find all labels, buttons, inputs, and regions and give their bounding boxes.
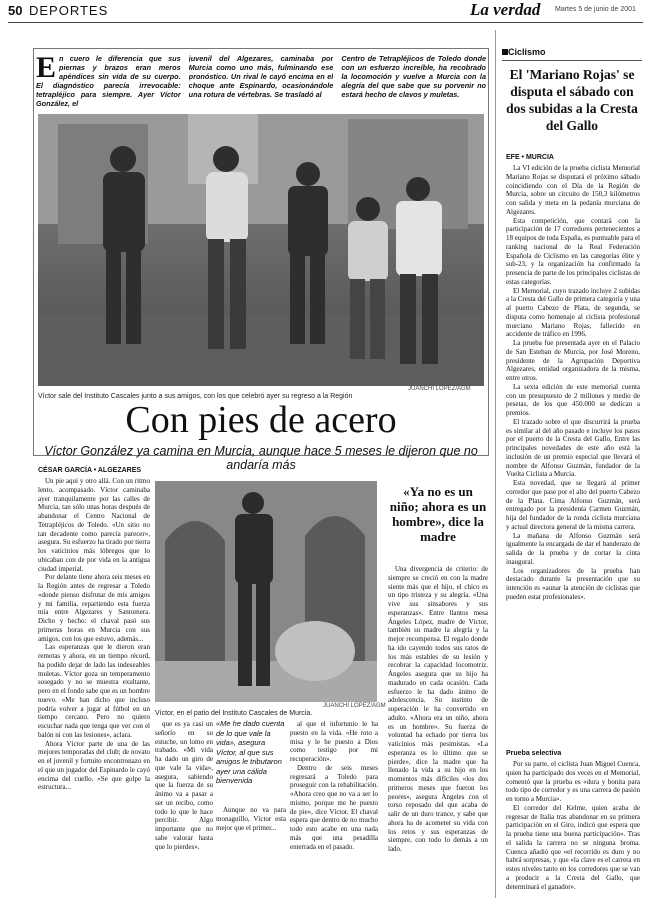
photo2-credit: JUANCHI LÓPEZ/AGM bbox=[323, 703, 386, 709]
sidebar-divider bbox=[502, 60, 642, 61]
pull-headline: «Ya no es un niño; ahora es un hombre», dice la madre bbox=[389, 484, 487, 544]
article-col-3: al que el infortunio le ha puesto en la vida. «He roto a misa y le he puesto a Dios como testigo por mi recuperación». Dentro de seis meses regresará a Toledo para proseguir con la rehabilitación. «Ahora creo que no va a ser lo mismo, porque me he puesto de pie», dice Víctor. El chaval espera que dentro de no mucho todo esto acabe en una nada más que una pesadilla enterrada en el pasado. bbox=[290, 720, 378, 851]
byline: CÉSAR GARCÍA • ALGEZARES bbox=[38, 467, 142, 474]
photo2-caption: Víctor, en el patio del Instituto Cascales de Murcia. bbox=[155, 710, 313, 717]
newspaper-logo: La verdad bbox=[470, 0, 541, 19]
sidebar-section: Ciclismo bbox=[508, 47, 546, 57]
drop-cap: E bbox=[36, 54, 57, 84]
sidebar-body-2: Por su parte, el ciclista Juan Miguel Cuenca, quien ha participado dos veces en el Memorial, comentó que la prueba es «dura y bonita para todo tipo de corredor y es una carrera de pasión en torno a Murcia». El corredor del Kelme, quien acaba de regresar de Italia tras abandonar en su primera participación en el Giro, indicó que espera que la prueba tiene una buena participación». Tras el salida la carrera no se ninguna broma. Cuenca añadió que «el recorrido es duro y no habrá sorpresas, y que «la clave es el carrera en estos niveles tanto en los corredores que se van a producir a la Cresta del Gallo, que determinará el ganador». bbox=[506, 760, 640, 891]
lead-intro bbox=[36, 54, 486, 109]
sidebar-byline: EFE • MURCIA bbox=[506, 154, 554, 161]
pull-quote: «Me he dado cuenta de lo que vale la vida», asegura Víctor, al que sus amigos le tributaron ayer una cálida bienvenida bbox=[216, 719, 285, 785]
column-divider bbox=[495, 30, 496, 898]
lead-col-1: En cuero le diferencia que sus piernas y brazos eran meros apéndices sin vida de su cuerpo. El diagnóstico parecía irrevocable: tetrapléjico para siempre. Ayer Víctor González, el bbox=[36, 54, 181, 108]
article-col-1: Un pie aquí y otro allá. Con un ritmo lento, acompasado. Víctor caminaba ayer tranquilamente por las calles de Murcia, tan sólo unas horas después de abandonar el Centro Nacional de Tetrapléjicos de Toledo. «Un sitio no tan decadente como parecía parecer», asegura. Su esfuerzo ha tirado por tierra los vaticinios más lóbregos que lo ubicaban con de por vida en la antigua ciudad imperial. Por delante tiene ahora seis meses en la Región antes de regresar a Toledo «donde pienso disfrutar de mis amigos y mi familia, repartiendo esta fuerza mía entre Algezares y Santomera. Dicho y hecho: el chaval pasó sus primeras horas en Murcia con sus amigos, con los que estuvo, además... Las esperanzas que le dieron eran remotas y ahora, en un tiempo récord, ha podido dejar de lado las indeseables muletas. Víctor goza un temperamento sosegado y no se muestra exultante, pero en el fondo sabe que es un hombre nuevo. «Me han dicho que incluso podría volver a jugar al fútbol en un tiempo cercano. Pero no quiero escuchar nada que tenga que ver con el balón ni con las lesiones», aclara. Ahora Víctor parte de una de las mejores temporadas del club; de novato en el juvenil y fortuito encontronazo en el que un jugador del Espinardo le cayó encima del cuello. «Se que golpe la estructura... bbox=[38, 477, 150, 792]
page-number: 50 bbox=[8, 3, 23, 18]
lead-col-3: Centro de Tetrapléjicos de Toledo donde con un esfuerzo increíble, ha recobrado la locomoción y vuelve a Murcia con la alegría del que sabe que su porvenir no estará hecho de clavos y muletas. bbox=[341, 54, 487, 99]
portrait-photo bbox=[155, 481, 377, 702]
group-photo bbox=[38, 114, 484, 386]
lead-col-2: juvenil del Algezares, caminaba por Murcia como uno más, fulminando ese pronóstico. Un rival le cayó encima en el choque ante Espinardo, ocasionándole una rotura de vértebras. Se trasladó al bbox=[188, 54, 334, 99]
subheadline: Víctor González ya camina en Murcia, aunque hace 5 meses le dijeron que no andaría más bbox=[44, 444, 478, 472]
section-name: DEPORTES bbox=[29, 3, 109, 18]
header-divider bbox=[8, 22, 643, 23]
sidebar-headline: El 'Mariano Rojas' se disputa el sábado con dos subidas a la Cresta del Gallo bbox=[506, 67, 638, 133]
issue-date: Martes 5 de junio de 2001 bbox=[555, 6, 636, 13]
photo1-caption: Víctor sale del Instituto Cascales junto a sus amigos, con los que celebró ayer su regreso a la Región bbox=[38, 393, 353, 400]
article-col-2b: Aunque no va para monaguillo, Víctor esta mejor que el primer... bbox=[216, 806, 286, 832]
sidebar-body: La VI edición de la prueba ciclista Memorial Mariano Rojas se disputará el próximo sábado coincidiendo con el Día de la Región de Murcia, sobre un circuito de 150,3 kilómetros con salida y meta en la pedanía murciana de Algezares. Esta competición, que contará con la participación de 17 corredores pertenecientes a 18 equipos de toda España, es puntuable para el ranking nacional de la Real Federación Española de Ciclismo en las categorías élite y sub-23, y la organización ha confirmado la presencia de parte de los principales ciclistas de estas categorías. El Memorial, cuyo trazado incluye 2 subidas a la Cresta del Gallo de primera categoría y una al puerto Cabezo de Plata, de segunda, se disputa como homenaje al ciclista profesional murciano Mariano Rojas, fallecido en accidente de tráfico en 1996. La prueba fue presentada ayer en el Palacio de San Esteban de Murcia, por José Moreno, presidente de la Agrupación Deportiva Algezares, entidad organizadora de la misma, entre otros. La sexta edición de este memorial cuenta con un presupuesto de 2 millones y medio de pesetas, de los que 450.000 se dedican a premios. El trazado sobre el que discurrirá la prueba es similar al del año pasado e incluye los pasos por el puerto de la Cresta del Gallo, Entre las principales novedades de este año está la inclusión de un premio especial que llevará el nombre de Alfonso Guzmán, fundador de la Vuelta Ciclista a Murcia. Esta novedad, que se llegará al primer corredor que pase por el alto del puerto Cabezo de la Plata. Cima Alfonso Guzmán, será entregado por la presidenta Carmen Guzmán, hija del fundador de la ronda ciclista murciana y actual directora general de la misma carrera. La mañana de Alfonso Guzmán será igualmente la encargada de dar el banderazo de salida de la prueba y de cortar la cinta inaugural. Los organizadores de la prueba han destacado durante la presentación que su intención es «aunar la atención de ciclistas que pueden estar profesionales». bbox=[506, 164, 640, 601]
headline: Con pies de acero bbox=[125, 399, 397, 441]
article-col-2a: que es ya casi un señorío en su estuche, un lomo en trabado. «Mi vida ha dado un giro de que vale la vida», asegura, sabiendo que la fuerza de su ánimo va a pasar a ser un recibo, como todo lo que le hace percibir. Algo importante que no sabe valorar hasta que lo pierdes». bbox=[155, 720, 213, 851]
article-col-4: Una divergencia de criterio: de siempre se creció en con la madre siente más que el hijo, el chico es un tipo tristeza y su alegría. «Una vive sus sinsabores y sus esperanzas». Entre llantos mesa Ángeles López, madre de Víctor, también su madre la alegría y la mejor recompensa. El regalo donde ha ido cayendo todos sus ratos de los más estables de su lesión y recobrar la capacidad locomotriz. Ángeles asegura que su hijo ha madurado en cada ocasión. Cada esfuerzo le ha dado ánimo de adolescencia. Su instinto de superación le ha convertido en adulto. «Ahora era un niño, ahora es un hombre». Su fuerza de voluntad ha echado por tierra los vaticinios más pesimistas. «La esperanza es lo último que se pierde», dice la madre que ha llenado la vida a su hijo en los momentos más difíciles «los dos primeros meses que fueron los peores», asegura Ángeles con el torso reposado del que acaba de salir de un duro trance, y sabe que ahora ha de acometer su vida con los retos y sus esperanzas de siempre, con todo lo demás a un lado. bbox=[388, 565, 488, 853]
sidebar-subhead: Prueba selectiva bbox=[506, 750, 562, 757]
photo1-credit: JUANCHI LÓPEZ/AGM bbox=[408, 386, 471, 392]
